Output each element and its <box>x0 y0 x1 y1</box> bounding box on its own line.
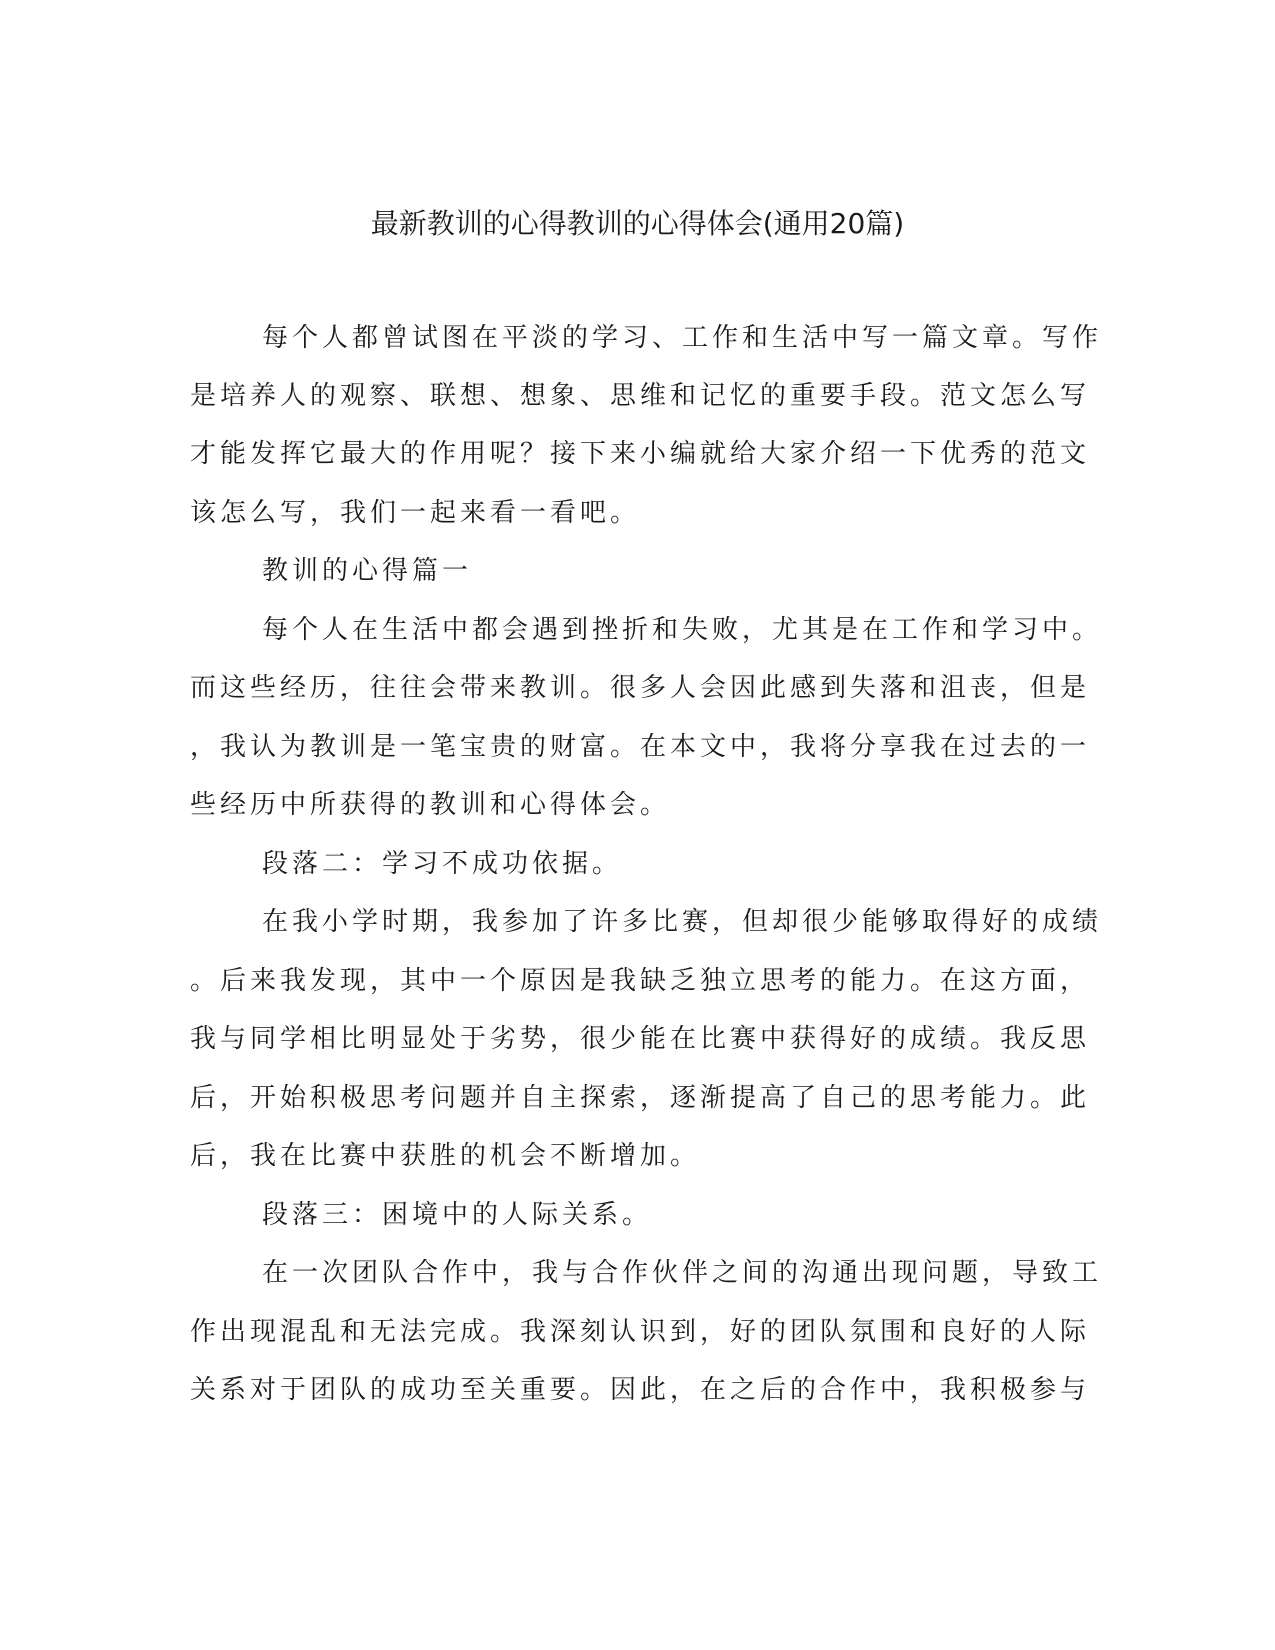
text-line: 是培养人的观察、联想、想象、思维和记忆的重要手段。范文怎么写 <box>190 381 1091 411</box>
section-heading: 段落二：学习不成功依据。 <box>262 849 623 879</box>
text-line: 我与同学相比明显处于劣势，很少能在比赛中获得好的成绩。我反思 <box>190 1024 1091 1054</box>
text-line: 后，我在比赛中获胜的机会不断增加。 <box>190 1141 701 1171</box>
text-line: 该怎么写，我们一起来看一看吧。 <box>190 498 641 528</box>
text-line: 些经历中所获得的教训和心得体会。 <box>190 790 671 820</box>
text-line: 每个人都曾试图在平淡的学习、工作和生活中写一篇文章。写作 <box>262 323 1103 353</box>
text-line: 后，开始积极思考问题并自主探索，逐渐提高了自己的思考能力。此 <box>190 1083 1091 1113</box>
text-line: 每个人在生活中都会遇到挫折和失败，尤其是在工作和学习中。 <box>262 615 1103 645</box>
text-line: 才能发挥它最大的作用呢？接下来小编就给大家介绍一下优秀的范文 <box>190 439 1091 469</box>
text-line: 。后来我发现，其中一个原因是我缺乏独立思考的能力。在这方面， <box>190 966 1091 996</box>
document-title: 最新教训的心得教训的心得体会(通用20篇) <box>370 207 905 240</box>
section-heading: 段落三：困境中的人际关系。 <box>262 1200 653 1230</box>
section-heading: 教训的心得篇一 <box>262 556 473 586</box>
text-line: 关系对于团队的成功至关重要。因此，在之后的合作中，我积极参与 <box>190 1375 1091 1405</box>
text-line: 在我小学时期，我参加了许多比赛，但却很少能够取得好的成绩 <box>262 907 1103 937</box>
text-line: ，我认为教训是一笔宝贵的财富。在本文中，我将分享我在过去的一 <box>190 732 1091 762</box>
text-line: 作出现混乱和无法完成。我深刻认识到，好的团队氛围和良好的人际 <box>190 1317 1091 1347</box>
text-line: 而这些经历，往往会带来教训。很多人会因此感到失落和沮丧，但是 <box>190 673 1091 703</box>
text-line: 在一次团队合作中，我与合作伙伴之间的沟通出现问题，导致工 <box>262 1258 1103 1288</box>
